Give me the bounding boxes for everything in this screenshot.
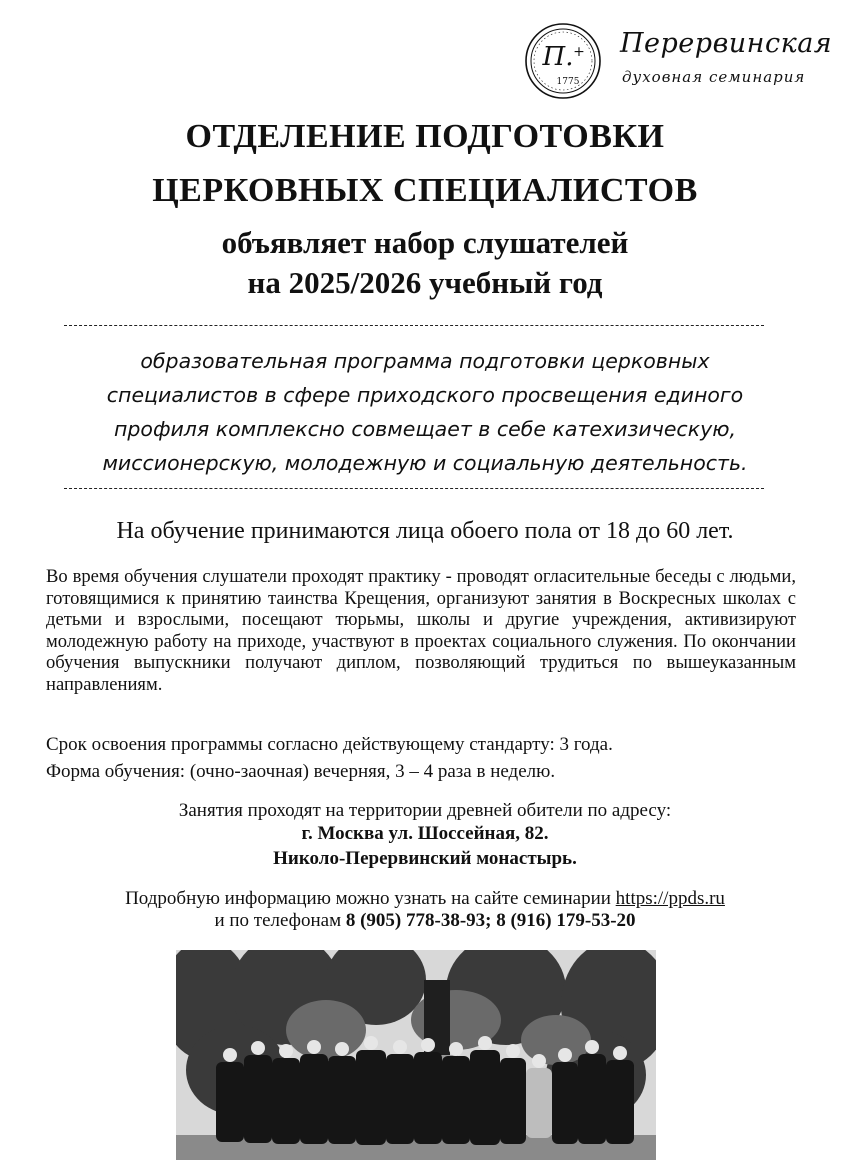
seal-monogram: П.: [542, 42, 574, 72]
heading-line-3: объявляет набор слушателей: [221, 225, 629, 260]
location-monastery: Николо-Перервинский монастырь.: [273, 848, 577, 869]
seminary-seal-icon: [524, 22, 602, 100]
divider-top: [64, 325, 764, 326]
heading-line-2: ЦЕРКОВНЫХ СПЕЦИАЛИСТОВ: [152, 172, 698, 209]
seminary-logo: [524, 22, 833, 102]
seminary-name: Перервинская: [620, 28, 833, 59]
contact-info: [0, 888, 850, 932]
program-description: [60, 344, 790, 480]
location-intro: Занятия проходят на территории древней обители по адресу:: [178, 800, 672, 821]
program-line: образовательная программа подготовки церковных: [140, 349, 710, 373]
location-address: г. Москва ул. Шоссейная, 82.: [301, 823, 549, 844]
group-photo: [176, 950, 656, 1160]
svg-text:+: +: [573, 44, 585, 60]
practice-description: Во время обучения слушатели проходят практику - проводят огласительные беседы с людьми, готовящимися к принятию таинства Крещения, организуют занятия в Воскресных школах с детьми и взрослыми, посещают тюрьмы, школы и другие учреждения, активизируют молодежную работу на приходе, участвуют в проектах социального служения. По окончании обучения выпускники получают диплом, позволяющий трудиться по вышеуказанным направлениям.: [46, 566, 796, 695]
seminary-subtitle: духовная семинария: [622, 68, 806, 86]
site-text: Подробную информацию можно узнать на сайте семинарии: [125, 888, 611, 909]
seal-year: 1775: [556, 77, 580, 87]
phone-numbers: 8 (905) 778-38-93; 8 (916) 179-53-20: [345, 910, 636, 931]
program-line: профиля комплексно совмещает в себе катехизическую,: [113, 417, 736, 441]
seminary-website-link[interactable]: https://ppds.ru: [615, 888, 725, 909]
phone-prefix: и по телефонам: [214, 910, 342, 931]
study-duration: Срок освоения программы согласно действующему стандарту: 3 года.: [46, 734, 613, 755]
divider-bottom: [64, 488, 764, 489]
program-line: миссионерскую, молодежную и социальную деятельность.: [102, 451, 748, 475]
heading-line-4: на 2025/2026 учебный год: [247, 265, 603, 300]
study-form: Форма обучения: (очно-заочная) вечерняя, 3 – 4 раза в неделю.: [46, 761, 556, 782]
heading-line-1: ОТДЕЛЕНИЕ ПОДГОТОВКИ: [185, 118, 665, 155]
program-line: специалистов в сфере приходского просвещения единого: [106, 383, 744, 407]
admission-requirements: На обучение принимаются лица обоего пола от 18 до 60 лет.: [116, 518, 734, 544]
